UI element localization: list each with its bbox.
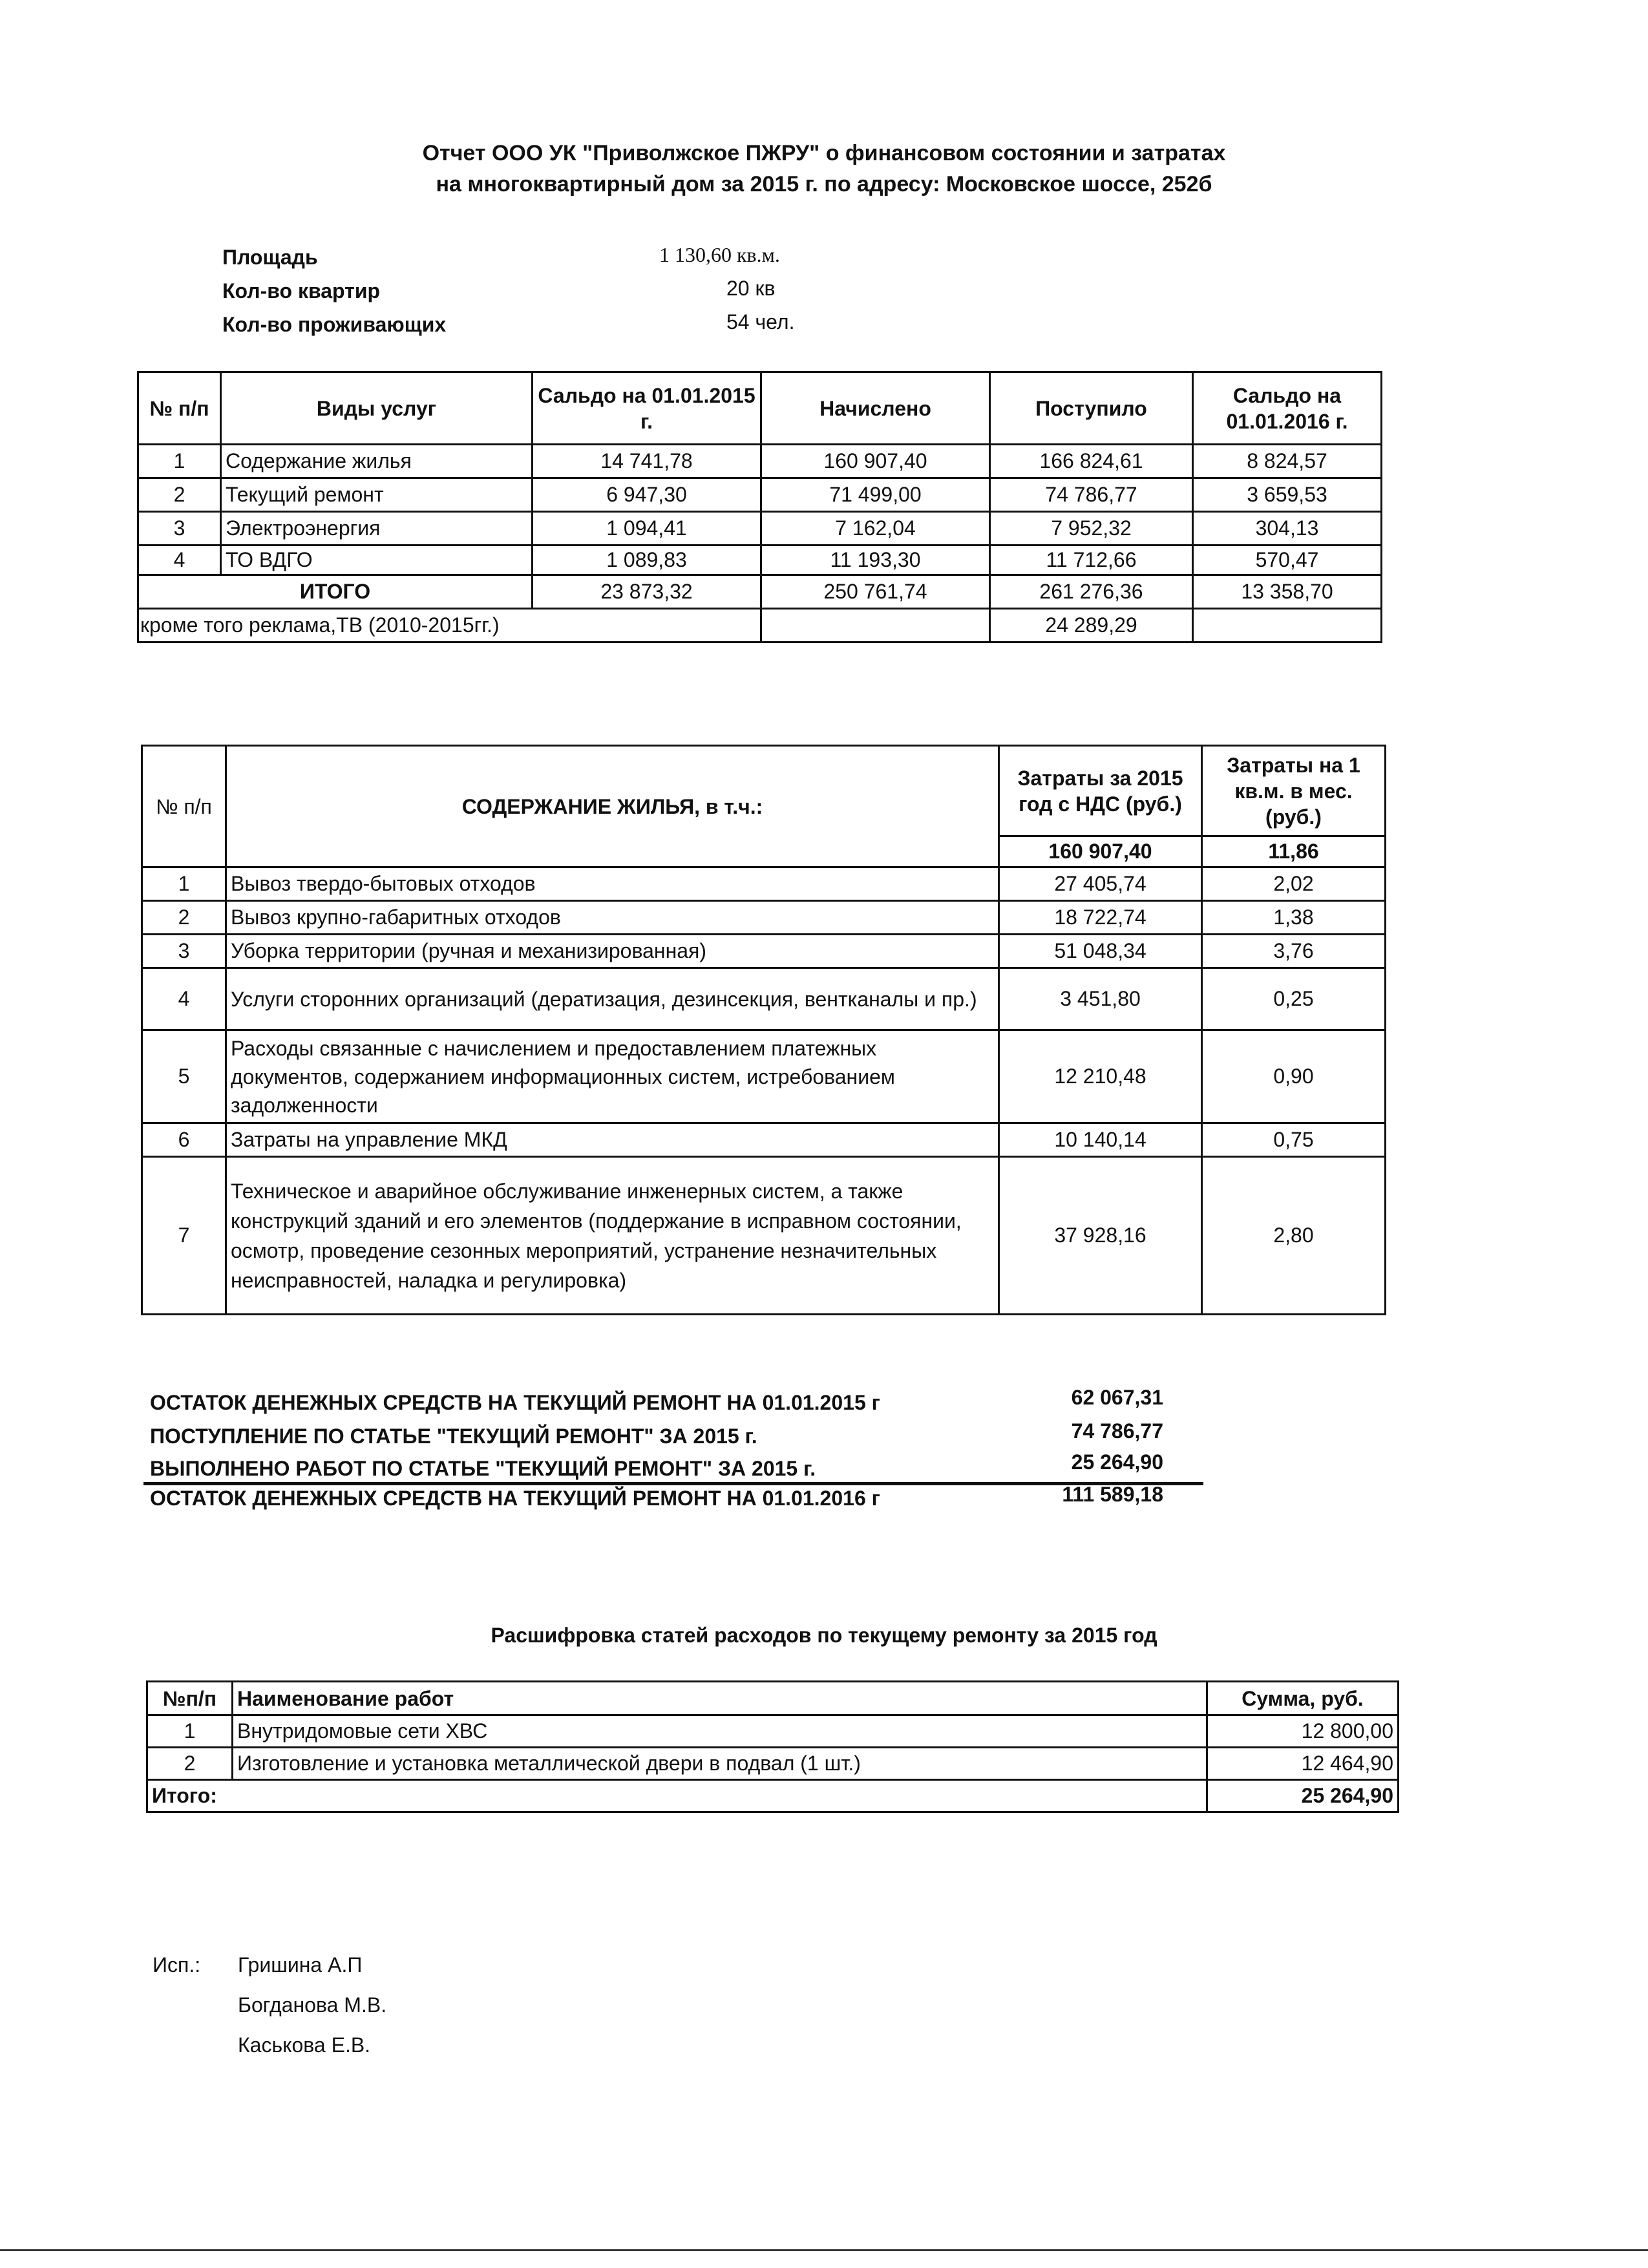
cell-saldo-start: 6 947,30 bbox=[533, 478, 761, 512]
cell-item: Вывоз твердо-бытовых отходов bbox=[226, 867, 999, 901]
extra-label: кроме того реклама,ТВ (2010-2015гг.) bbox=[138, 609, 761, 642]
cell-saldo-start: 14 741,78 bbox=[533, 445, 761, 478]
apartments-value: 20 кв bbox=[726, 277, 776, 300]
cell-saldo-end: 3 659,53 bbox=[1193, 478, 1382, 512]
cell-sum: 12 464,90 bbox=[1207, 1748, 1399, 1780]
cell-received: 7 952,32 bbox=[990, 512, 1193, 546]
cell-service: Электроэнергия bbox=[221, 512, 533, 546]
cell-item: Техническое и аварийное обслуживание инженерных систем, а также конструкций зданий и его элементов (поддержание в исправном состоянии, осмотр, проведение сезонных мероприятий, устранение незначительных неисправностей, наладка и регулировка) bbox=[226, 1157, 999, 1315]
repair-done-label: ВЫПОЛНЕНО РАБОТ ПО СТАТЬЕ "ТЕКУЩИЙ РЕМОНТ" ЗА 2015 г. bbox=[150, 1457, 816, 1480]
services-header-received: Поступило bbox=[990, 372, 1193, 445]
cell-cost: 51 048,34 bbox=[999, 935, 1202, 968]
signer-name: Каськова Е.В. bbox=[238, 2033, 371, 2057]
cell-per-m2: 2,80 bbox=[1202, 1157, 1386, 1315]
residents-label: Кол-во проживающих bbox=[222, 313, 447, 336]
repair-done-value: 25 264,90 bbox=[1071, 1450, 1163, 1474]
maint-total-per-m2: 11,86 bbox=[1202, 836, 1386, 867]
apartments-label: Кол-во квартир bbox=[222, 279, 381, 302]
cell-charged: 7 162,04 bbox=[761, 512, 990, 546]
cell-charged: 71 499,00 bbox=[761, 478, 990, 512]
cell-item: Затраты на управление МКД bbox=[226, 1123, 999, 1157]
repair-header-num: №п/п bbox=[147, 1682, 233, 1715]
signatures-label: Исп.: bbox=[153, 1953, 201, 1977]
cell-num: 4 bbox=[138, 546, 221, 575]
cell-cost: 12 210,48 bbox=[999, 1030, 1202, 1123]
maint-total-cost: 160 907,40 bbox=[999, 836, 1202, 867]
repair-balance-start-value: 62 067,31 bbox=[1071, 1386, 1163, 1409]
extra-empty bbox=[761, 609, 990, 642]
cell-service: Текущий ремонт bbox=[221, 478, 533, 512]
cell-received: 166 824,61 bbox=[990, 445, 1193, 478]
services-header-name: Виды услуг bbox=[221, 372, 533, 445]
cell-work: Изготовление и установка металлической двери в подвал (1 шт.) bbox=[233, 1748, 1207, 1780]
cell-cost: 27 405,74 bbox=[999, 867, 1202, 901]
cell-num: 1 bbox=[147, 1715, 233, 1748]
table-row bbox=[142, 968, 1386, 1030]
services-header-saldo-start: Сальдо на 01.01.2015 г. bbox=[533, 372, 761, 445]
cell-num: 2 bbox=[142, 901, 226, 935]
table-row bbox=[142, 1030, 1386, 1123]
repair-balance-start-label: ОСТАТОК ДЕНЕЖНЫХ СРЕДСТВ НА ТЕКУЩИЙ РЕМОНТ НА 01.01.2015 г bbox=[150, 1391, 880, 1414]
maint-header-per-m2: Затраты на 1 кв.м. в мес. (руб.) bbox=[1202, 746, 1386, 836]
extra-received: 24 289,29 bbox=[990, 609, 1193, 642]
table-row bbox=[142, 867, 1386, 901]
table-row bbox=[142, 1157, 1386, 1315]
cell-saldo-start: 1 094,41 bbox=[533, 512, 761, 546]
cell-num: 3 bbox=[142, 935, 226, 968]
cell-work: Внутридомовые сети ХВС bbox=[233, 1715, 1207, 1748]
cell-per-m2: 0,25 bbox=[1202, 968, 1386, 1030]
cell-item: Расходы связанные с начислением и предоставлением платежных документов, содержанием информационных систем, истребованием задолженности bbox=[226, 1030, 999, 1123]
cell-num: 2 bbox=[138, 478, 221, 512]
cell-num: 1 bbox=[142, 867, 226, 901]
cell-num: 3 bbox=[138, 512, 221, 546]
cell-per-m2: 0,75 bbox=[1202, 1123, 1386, 1157]
cell-saldo-end: 570,47 bbox=[1193, 546, 1382, 575]
table-row bbox=[138, 445, 1382, 478]
table-row bbox=[138, 546, 1382, 575]
cell-num: 5 bbox=[142, 1030, 226, 1123]
table-row bbox=[138, 512, 1382, 546]
total-row bbox=[147, 1780, 1399, 1812]
cell-cost: 37 928,16 bbox=[999, 1157, 1202, 1315]
residents-value: 54 чел. bbox=[726, 310, 795, 334]
cell-service: ТО ВДГО bbox=[221, 546, 533, 575]
repair-header-name: Наименование работ bbox=[233, 1682, 1207, 1715]
table-row bbox=[138, 478, 1382, 512]
cell-charged: 11 193,30 bbox=[761, 546, 990, 575]
cell-item: Уборка территории (ручная и механизированная) bbox=[226, 935, 999, 968]
total-saldo-start: 23 873,32 bbox=[533, 575, 761, 609]
report-title-line2: на многоквартирный дом за 2015 г. по адресу: Московское шоссе, 252б bbox=[436, 172, 1212, 196]
extra-empty bbox=[1193, 609, 1382, 642]
cell-saldo-end: 304,13 bbox=[1193, 512, 1382, 546]
repair-header-sum: Сумма, руб. bbox=[1207, 1682, 1399, 1715]
cell-item: Услуги сторонних организаций (дератизация, дезинсекция, вентканалы и пр.) bbox=[226, 968, 999, 1030]
repair-balance-end-value: 111 589,18 bbox=[1062, 1483, 1163, 1506]
cell-num: 2 bbox=[147, 1748, 233, 1780]
extra-row bbox=[138, 609, 1382, 642]
repair-total-label: Итого: bbox=[147, 1780, 1207, 1812]
cell-num: 1 bbox=[138, 445, 221, 478]
cell-per-m2: 2,02 bbox=[1202, 867, 1386, 901]
repair-balance-end-label: ОСТАТОК ДЕНЕЖНЫХ СРЕДСТВ НА ТЕКУЩИЙ РЕМОНТ НА 01.01.2016 г bbox=[150, 1487, 880, 1510]
scan-bottom-line bbox=[0, 2249, 1648, 2251]
total-label: ИТОГО bbox=[138, 575, 533, 609]
cell-charged: 160 907,40 bbox=[761, 445, 990, 478]
services-table bbox=[137, 371, 1382, 643]
repair-income-label: ПОСТУПЛЕНИЕ ПО СТАТЬЕ "ТЕКУЩИЙ РЕМОНТ" ЗА 2015 г. bbox=[150, 1425, 757, 1448]
cell-received: 11 712,66 bbox=[990, 546, 1193, 575]
table-row bbox=[142, 935, 1386, 968]
table-row bbox=[142, 1123, 1386, 1157]
maintenance-table bbox=[141, 745, 1386, 1315]
repair-breakdown-table bbox=[146, 1680, 1399, 1813]
services-header-num: № п/п bbox=[138, 372, 221, 445]
cell-per-m2: 0,90 bbox=[1202, 1030, 1386, 1123]
total-received: 261 276,36 bbox=[990, 575, 1193, 609]
cell-per-m2: 1,38 bbox=[1202, 901, 1386, 935]
maint-header-cost: Затраты за 2015 год с НДС (руб.) bbox=[999, 746, 1202, 836]
table-row bbox=[147, 1748, 1399, 1780]
total-row bbox=[138, 575, 1382, 609]
cell-service: Содержание жилья bbox=[221, 445, 533, 478]
signer-name: Богданова М.В. bbox=[238, 1993, 387, 2017]
table-row bbox=[147, 1715, 1399, 1748]
area-label: Площадь bbox=[222, 246, 318, 269]
cell-cost: 18 722,74 bbox=[999, 901, 1202, 935]
cell-num: 4 bbox=[142, 968, 226, 1030]
services-header-saldo-end: Сальдо на 01.01.2016 г. bbox=[1193, 372, 1382, 445]
area-value: 1 130,60 кв.м. bbox=[659, 243, 780, 266]
cell-per-m2: 3,76 bbox=[1202, 935, 1386, 968]
repair-total-sum: 25 264,90 bbox=[1207, 1780, 1399, 1812]
total-saldo-end: 13 358,70 bbox=[1193, 575, 1382, 609]
cell-saldo-end: 8 824,57 bbox=[1193, 445, 1382, 478]
cell-num: 7 bbox=[142, 1157, 226, 1315]
cell-num: 6 bbox=[142, 1123, 226, 1157]
services-header-charged: Начислено bbox=[761, 372, 990, 445]
maint-header-num: № п/п bbox=[142, 746, 226, 867]
table-row bbox=[142, 901, 1386, 935]
repair-breakdown-title: Расшифровка статей расходов по текущему ремонту за 2015 год bbox=[491, 1624, 1157, 1647]
cell-sum: 12 800,00 bbox=[1207, 1715, 1399, 1748]
maint-header-name: СОДЕРЖАНИЕ ЖИЛЬЯ, в т.ч.: bbox=[226, 746, 999, 867]
signer-name: Гришина А.П bbox=[238, 1953, 363, 1977]
repair-income-value: 74 786,77 bbox=[1071, 1419, 1163, 1443]
cell-cost: 10 140,14 bbox=[999, 1123, 1202, 1157]
cell-received: 74 786,77 bbox=[990, 478, 1193, 512]
cell-saldo-start: 1 089,83 bbox=[533, 546, 761, 575]
cell-cost: 3 451,80 bbox=[999, 968, 1202, 1030]
report-title-line1: Отчет ООО УК "Приволжское ПЖРУ" о финансовом состоянии и затратах bbox=[422, 141, 1226, 165]
cell-item: Вывоз крупно-габаритных отходов bbox=[226, 901, 999, 935]
total-charged: 250 761,74 bbox=[761, 575, 990, 609]
